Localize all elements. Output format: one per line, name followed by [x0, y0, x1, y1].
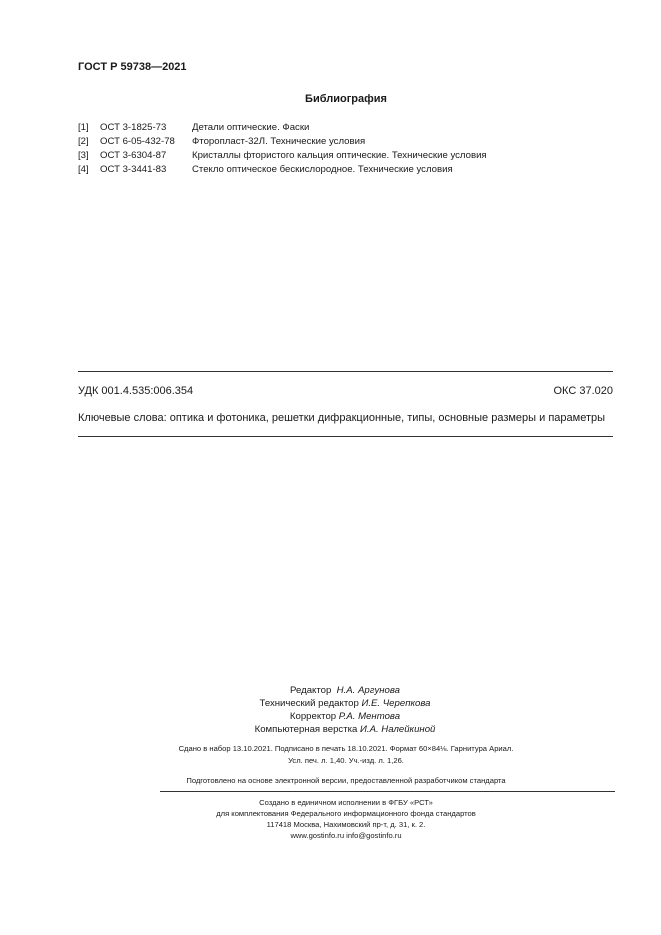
credit-editor [200, 684, 490, 697]
bib-title: Детали оптические. Фаски [192, 122, 310, 133]
bib-title: Кристаллы фтористого кальция оптические. Технические условия [192, 150, 487, 161]
publisher-line: для комплектования Федерального информационного фонда стандартов [216, 809, 476, 818]
bibliography-title: Библиография [305, 93, 387, 105]
credit-label: Корректор [289, 711, 337, 722]
udk-code: УДК 001.4.535:006.354 [78, 385, 194, 397]
oks-code: ОКС 37.020 [553, 385, 613, 397]
publisher-line: Создано в единичном исполнении в ФГБУ «РСТ» [259, 798, 433, 807]
publisher-contacts: www.gostinfo.ru info@gostinfo.ru [290, 831, 402, 840]
bib-number: [1] [78, 122, 89, 133]
print-info-line3: Подготовлено на основе электронной версии, предоставленной разработчиком стандарта [186, 776, 506, 785]
keywords: Ключевые слова: оптика и фотоника, решетки дифракционные, типы, основные размеры и параметры [78, 412, 606, 424]
bib-title: Стекло оптическое бескислородное. Технические условия [192, 164, 453, 175]
divider-top [78, 371, 613, 372]
credit-name: И.А. Налейкиной [360, 724, 436, 735]
credit-label: Компьютерная верстка [254, 724, 358, 735]
credit-label: Технический редактор [259, 698, 359, 709]
print-info-line2: Усл. печ. л. 1,40. Уч.-изд. л. 1,26. [288, 756, 404, 765]
publisher-block [0, 797, 661, 841]
credit-corrector [200, 710, 490, 723]
divider-publisher [160, 791, 615, 792]
bib-number: [2] [78, 136, 89, 147]
publisher-line: 117418 Москва, Нахимовский пр-т, д. 31, к. 2. [266, 820, 426, 829]
bib-number: [3] [78, 150, 89, 161]
credit-label: Редактор [290, 685, 332, 696]
credits-block [200, 684, 490, 736]
credit-name: Н.А. Аргунова [336, 685, 400, 696]
document-code: ГОСТ Р 59738—2021 [78, 61, 187, 73]
bib-title: Фторопласт-32Л. Технические условия [192, 136, 366, 147]
bib-code: ОСТ 3-3441-83 [100, 164, 167, 175]
print-info-line1: Сдано в набор 13.10.2021. Подписано в печать 18.10.2021. Формат 60×84⅛. Гарнитура Ариал. [178, 744, 514, 753]
credit-layout [200, 723, 490, 736]
credit-name: Р.А. Ментова [338, 711, 401, 722]
bib-code: ОСТ 3-6304-87 [100, 150, 167, 161]
credit-tech-editor [200, 697, 490, 710]
credit-name: И.Е. Черепкова [361, 698, 431, 709]
divider-keywords [78, 436, 613, 437]
bib-code: ОСТ 3-1825-73 [100, 122, 167, 133]
bib-number: [4] [78, 164, 89, 175]
bib-code: ОСТ 6-05-432-78 [100, 136, 175, 147]
